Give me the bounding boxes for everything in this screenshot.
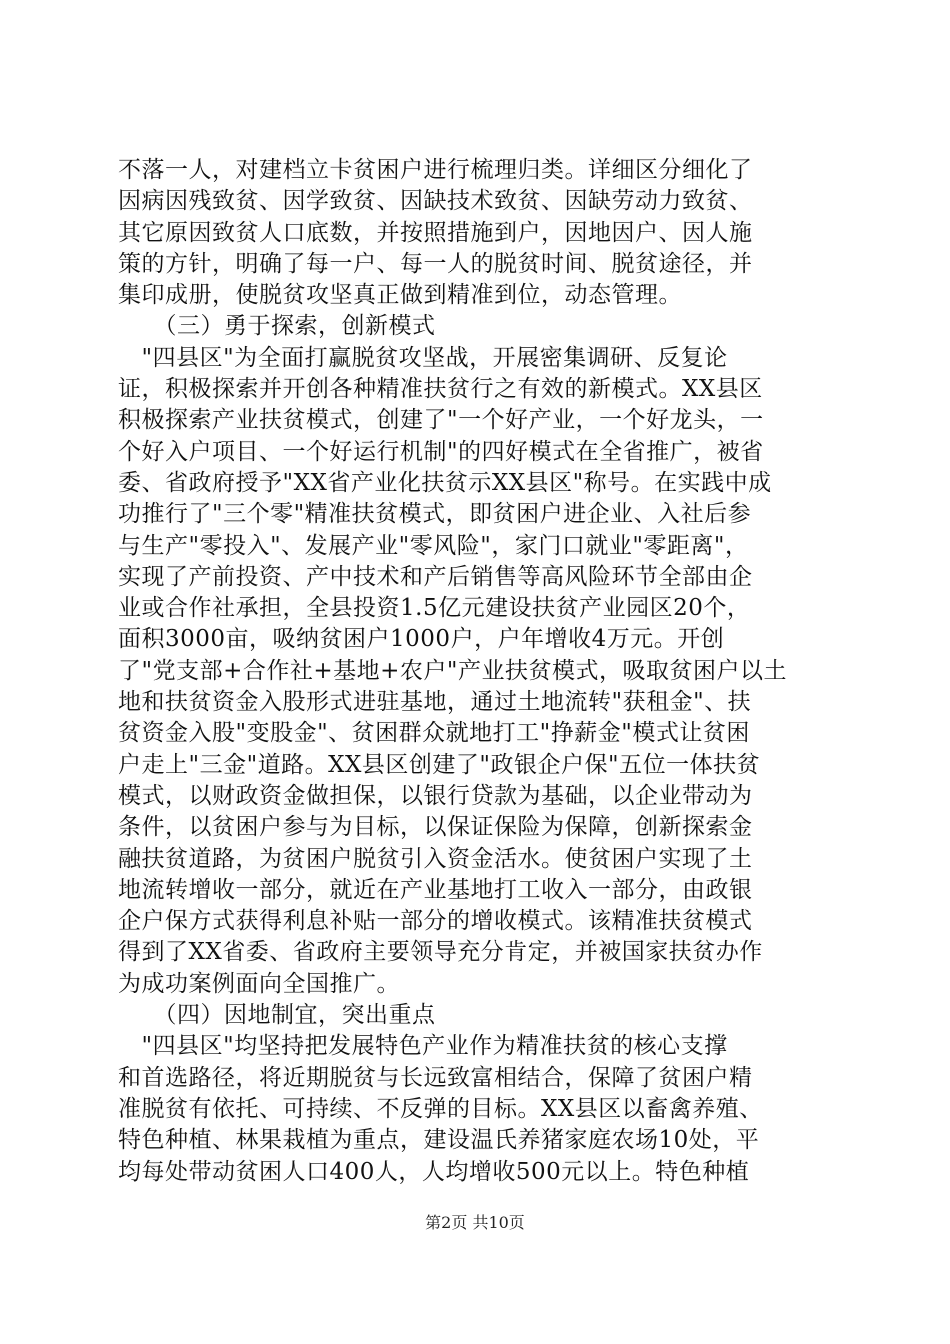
text-line: 均每处带动贫困人口400人，人均增收500元以上。特色种植 xyxy=(118,1158,750,1185)
text-line: 集印成册，使脱贫攻坚真正做到精准到位，动态管理。 xyxy=(118,282,682,309)
text-line: 融扶贫道路，为贫困户脱贫引入资金活水。使贫困户实现了土 xyxy=(118,845,753,872)
text-line: 户走上"三金"道路。XX县区创建了"政银企户保"五位一体扶贫 xyxy=(118,751,761,778)
body-text xyxy=(118,155,838,1188)
text-line: 面积3000亩，吸纳贫困户1000户，户年增收4万元。开创 xyxy=(118,626,725,653)
text-line: 功推行了"三个零"精准扶贫模式，即贫困户进企业、入社后参 xyxy=(118,501,752,528)
text-line: 实现了产前投资、产中技术和产后销售等高风险环节全部由企 xyxy=(118,563,753,590)
text-line: 和首选路径，将近期脱贫与长远致富相结合，保障了贫困户精 xyxy=(118,1064,753,1091)
text-line: 地流转增收一部分，就近在产业基地打工收入一部分，由政银 xyxy=(118,876,753,903)
text-line: "四县区"为全面打赢脱贫攻坚战，开展密集调研、反复论 xyxy=(118,344,728,371)
text-line: 委、省政府授予"XX省产业化扶贫示XX县区"称号。在实践中成 xyxy=(118,469,772,496)
text-line: 准脱贫有依托、可持续、不反弹的目标。XX县区以畜禽养殖、 xyxy=(118,1095,763,1122)
text-line: 与生产"零投入"、发展产业"零风险"，家门口就业"零距离"， xyxy=(118,532,749,559)
text-line: 模式，以财政资金做担保，以银行贷款为基础，以企业带动为 xyxy=(118,782,753,809)
text-line: 地和扶贫资金入股形式进驻基地，通过土地流转"获租金"、扶 xyxy=(118,689,752,716)
text-line: 为成功案例面向全国推广。 xyxy=(118,970,400,997)
text-line: 不落一人，对建档立卡贫困户进行梳理归类。详细区分细化了 xyxy=(118,157,753,183)
text-line: 策的方针，明确了每一户、每一人的脱贫时间、脱贫途径，并 xyxy=(118,250,753,277)
text-line: 特色种植、林果栽植为重点，建设温氏养猪家庭农场10处，平 xyxy=(118,1127,760,1154)
text-line: 企户保方式获得利息补贴一部分的增收模式。该精准扶贫模式 xyxy=(118,908,753,935)
text-line: 个好入户项目、一个好运行机制"的四好模式在全省推广，被省 xyxy=(118,438,764,465)
section-heading: （四）因地制宜，突出重点 xyxy=(118,1002,436,1029)
page-number-footer: 第2页 共10页 xyxy=(425,1213,525,1232)
text-line: 了"党支部+合作社+基地+农户"产业扶贫模式，吸取贫困户以土 xyxy=(118,657,787,684)
text-line: 得到了XX省委、省政府主要领导充分肯定，并被国家扶贫办作 xyxy=(118,939,763,966)
text-line: "四县区"均坚持把发展特色产业作为精准扶贫的核心支撑 xyxy=(118,1033,728,1060)
text-line: 因病因残致贫、因学致贫、因缺技术致贫、因缺劳动力致贫、 xyxy=(118,188,753,215)
text-line: 证，积极探索并开创各种精准扶贫行之有效的新模式。XX县区 xyxy=(118,376,763,403)
text-line: 积极探索产业扶贫模式，创建了"一个好产业，一个好龙头，一 xyxy=(118,407,764,434)
text-line: 贫资金入股"变股金"、贫困群众就地打工"挣薪金"模式让贫困 xyxy=(118,720,750,747)
section-heading: （三）勇于探索，创新模式 xyxy=(118,313,436,340)
text-line: 业或合作社承担，全县投资1.5亿元建设扶贫产业园区20个， xyxy=(118,595,751,622)
text-line: 其它原因致贫人口底数，并按照措施到户，因地因户、因人施 xyxy=(118,219,753,246)
text-line: 条件，以贫困户参与为目标，以保证保险为保障，创新探索金 xyxy=(118,814,753,841)
